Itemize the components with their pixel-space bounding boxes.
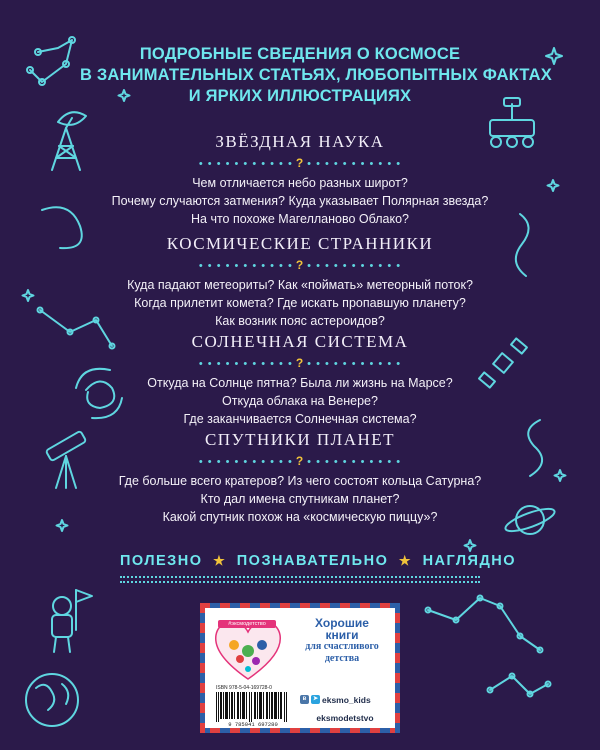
barcode xyxy=(214,692,292,722)
question: Почему случаются затмения? Куда указывает Полярная звезда? xyxy=(111,194,489,208)
constellation-icon xyxy=(426,596,551,697)
slogan-line: для счастливого xyxy=(305,641,379,652)
tagline-line: И ЯРКИХ ИЛЛЮСТРАЦИЯХ xyxy=(188,87,412,105)
section-title: ЗВЁЗДНАЯ НАУКА xyxy=(215,132,385,151)
question: Как возник пояс астероидов? xyxy=(215,314,385,328)
slogan xyxy=(292,617,392,665)
question: Кто дал имена спутникам планет? xyxy=(200,492,400,506)
earth-icon xyxy=(26,674,78,726)
question: Где больше всего кратеров? Из чего состоят кольца Сатурна? xyxy=(118,474,482,488)
section-planet-moons xyxy=(60,430,540,526)
constellation-icon xyxy=(27,37,75,85)
section-divider: • • • • • • • • • • • ? • • • • • • • • • • • xyxy=(198,454,402,468)
question: Куда падают метеориты? Как «поймать» метеорный поток? xyxy=(127,278,473,292)
telegram-icon[interactable]: ➤ xyxy=(312,696,319,703)
section-title: СПУТНИКИ ПЛАНЕТ xyxy=(204,430,396,449)
section-divider: • • • • • • • • • • • ? • • • • • • • • • • • xyxy=(198,356,402,370)
values-line xyxy=(120,553,517,569)
social-handle[interactable]: eksmo_kids xyxy=(322,694,371,705)
section-divider: • • • • • • • • • • • ? • • • • • • • • • • • xyxy=(198,156,402,170)
publisher-panel xyxy=(200,603,400,733)
question: Откуда облака на Венере? xyxy=(222,394,378,408)
section-divider: • • • • • • • • • • • ? • • • • • • • • • • • xyxy=(198,258,402,272)
section-title: КОСМИЧЕСКИЕ СТРАННИКИ xyxy=(166,234,434,253)
barcode-number: 9 785041 697280 xyxy=(228,721,278,728)
site-name[interactable]: eksmodetstvo xyxy=(316,713,374,723)
question: Чем отличается небо разных широт? xyxy=(192,176,408,190)
question: Когда прилетит комета? Где искать пропавшую планету? xyxy=(134,296,466,310)
tagline-line: В ЗАНИМАТЕЛЬНЫХ СТАТЬЯХ, ЛЮБОПЫТНЫХ ФАКТАХ xyxy=(80,66,552,84)
section-space-wanderers xyxy=(60,234,540,330)
astronaut-icon xyxy=(52,590,92,652)
section-star-science xyxy=(60,132,540,228)
value-visual: НАГЛЯДНО xyxy=(422,553,517,569)
heart-label: #эксмодетство xyxy=(218,620,276,628)
question: Какой спутник похож на «космическую пиццу»? xyxy=(162,510,438,524)
tagline-line: ПОДРОБНЫЕ СВЕДЕНИЯ О КОСМОСЕ xyxy=(139,45,461,63)
question: Откуда на Солнце пятна? Была ли жизнь на Марсе? xyxy=(147,376,453,390)
value-useful: ПОЛЕЗНО xyxy=(120,553,203,569)
social-links xyxy=(300,691,396,709)
value-educational: ПОЗНАВАТЕЛЬНО xyxy=(236,553,389,569)
question: На что похоже Магелланово Облако? xyxy=(191,212,409,226)
question: Где заканчивается Солнечная система? xyxy=(183,412,417,426)
tagline xyxy=(80,44,552,107)
star-icon: ★ xyxy=(213,553,227,568)
slogan-line: детства xyxy=(324,653,360,664)
dotted-rule xyxy=(120,581,480,583)
slogan-line: книги xyxy=(325,628,359,642)
isbn: ISBN 978-5-04-169728-0 xyxy=(216,685,272,691)
section-solar-system xyxy=(60,332,540,428)
slogan-line: Хорошие xyxy=(315,616,369,630)
star-icon: ★ xyxy=(398,553,413,568)
section-title: СОЛНЕЧНАЯ СИСТЕМА xyxy=(191,332,409,351)
vk-icon[interactable]: в xyxy=(300,695,309,704)
dotted-rule xyxy=(120,576,480,578)
